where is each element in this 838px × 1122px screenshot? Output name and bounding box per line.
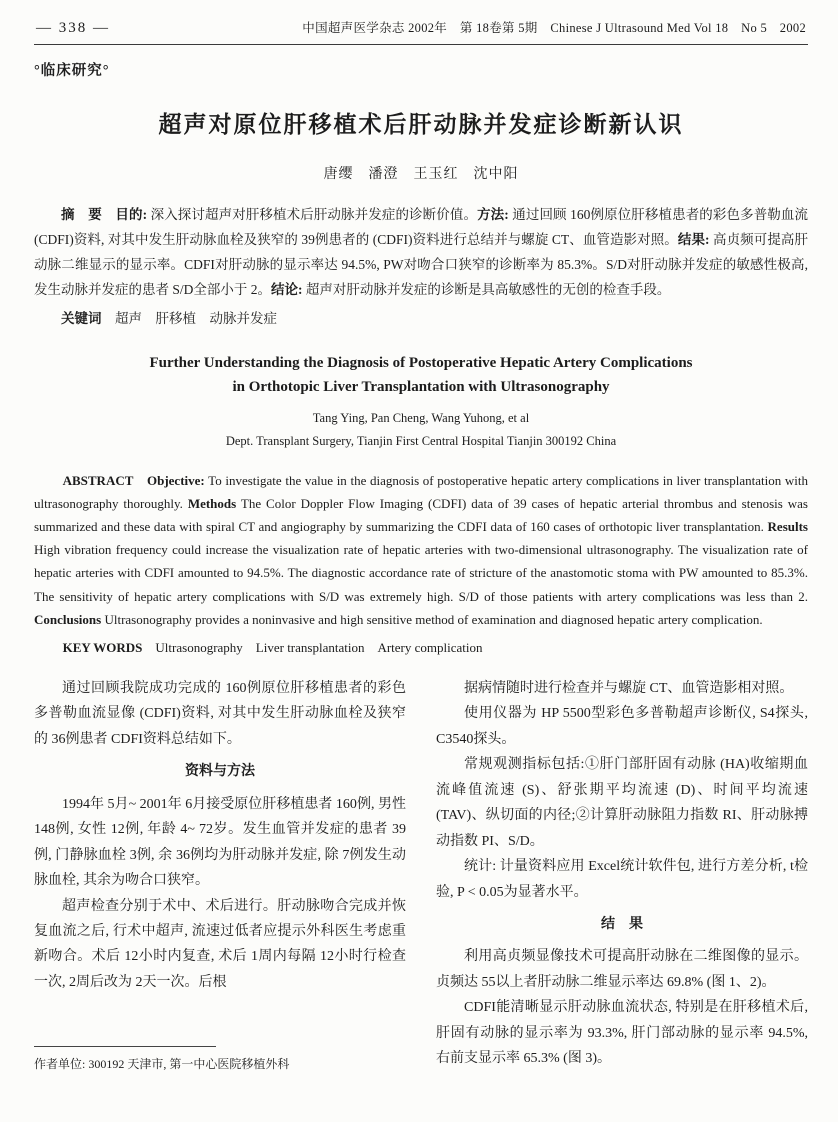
right-paragraph-indices: 常规观测指标包括:①肝门部肝固有动脉 (HA)收缩期血流峰值流速 (S)、舒张期平均流速 (D)、时间平均流速 (TAV)、纵切面的内径;②计算肝动脉阻力指数 RI、肝动脉搏动指数 PI、S/D。 xyxy=(436,757,808,849)
column-label: °临床研究° xyxy=(34,63,110,79)
english-affiliation: Dept. Transplant Surgery, Tianjin First Central Hospital Tianjin 300192 China xyxy=(225,433,617,448)
right-paragraph-statistics: 统计: 计量资料应用 Excel统计软件包, 进行方差分析, t检验, P < 0.05为显著水平。 xyxy=(436,859,808,900)
author-footnote xyxy=(34,1046,406,1076)
body-columns xyxy=(34,676,808,1076)
chinese-abstract: 摘 要 目的: 深入探讨超声对肝移植术后肝动脉并发症的诊断价值。方法: 通过回顾 160例原位肝移植患者的彩色多普勒血流 (CDFI)资料, 对其中发生肝动脉血栓及狭窄的 39例患者的 (CDFI)资料进行总结并与螺旋 CT、血管造影对照。结果: 高贞频可提高肝动脉二维显示的显示率。CDFI对肝动脉的显示率达 94.5%, PW对吻合口狭窄的诊断率为 85.3%。S/D对肝动脉并发症的敏感性极高, 发生动脉并发症的患者 S/D全部小于 2。结论: 超声对肝动脉并发症的诊断是具高敏感性的无创的检查手段。 xyxy=(34,207,809,297)
section-heading-results: 结 果 xyxy=(601,916,643,932)
english-title xyxy=(34,351,808,399)
body-left-column xyxy=(34,676,406,1076)
english-abstract: ABSTRACT Objective: To investigate the value in the diagnosis of postoperative hepatic artery complications in liver transplantation with ultrasonography thoroughly. Methods The Color Doppler Flow Imaging (CDFI) data of 39 cases of hepatic arterial thrombus and stenosis was summarized and these data with spiral CT and angiography by summarizing the CDFI data of 160 cases of orthotopic liver transplantation. Results High vibration frequency could increase the visualization rate of hepatic arteries with two-dimensional ultrasonography. The visualization rate of hepatic arteries with CDFI amounted to 94.5%. The diagnostic accordance rate of stricture of the anastomotic stoma with PW amounted to 85.3%. The sensitivity of hepatic artery complications with S/D was extremely high. S/D of those patients with artery complications was less than 2. Conclusions Ultrasonography provides a noninvasive and high sensitive method of examination and diagnosed hepatic artery complication. xyxy=(34,472,808,627)
right-paragraph-result2: CDFI能清晰显示肝动脉血流状态, 特别是在肝移植术后, 肝固有动脉的显示率为 93.3%, 肝门部动脉的显示率 94.5%, 右前支显示率 65.3% (图 3)。 xyxy=(436,1000,808,1067)
body-right-column xyxy=(436,676,808,1076)
left-paragraph-intro: 通过回顾我院成功完成的 160例原位肝移植患者的彩色多普勒血流显像 (CDFI)资料, 对其中发生肝动脉血栓及狭窄的 36例患者 CDFI资料总结如下。 xyxy=(34,680,406,747)
english-keywords: KEY WORDS Ultrasonography Liver transplantation Artery complication xyxy=(62,639,483,655)
page-header xyxy=(34,12,808,44)
page-number: — 338 — xyxy=(36,20,110,36)
header-rule xyxy=(34,44,808,45)
right-paragraph-equipment: 使用仪器为 HP 5500型彩色多普勒超声诊断仪, S4探头, C3540探头。 xyxy=(436,706,808,747)
right-paragraph-followup: 据病情随时进行检查并与螺旋 CT、血管造影相对照。 xyxy=(464,680,794,696)
right-paragraph-result1: 利用高贞频显像技术可提高肝动脉在二维图像的显示。贞频达 55以上者肝动脉二维显示率达 69.8% (图 1、2)。 xyxy=(436,949,808,990)
english-title-line2: in Orthotopic Liver Transplantation with Ultrasonography xyxy=(232,378,610,395)
left-paragraph-exam-schedule: 超声检查分别于术中、术后进行。肝动脉吻合完成并恢复血流之后, 行术中超声, 流速过低者应提示外科医生考虑重新吻合。术后 12小时内复查, 术后 1周内每隔 12小时行检查一次, 2周后改为 2天一次。后根 xyxy=(34,898,406,990)
article-authors: 唐缨 潘澄 王玉红 沈中阳 xyxy=(323,167,519,182)
journal-title-line: 中国超声医学杂志 2002年 第 18卷第 5期 Chinese J Ultrasound Med Vol 18 No 5 2002 xyxy=(302,21,806,35)
left-paragraph-patients: 1994年 5月~ 2001年 6月接受原位肝移植患者 160例, 男性 148例, 女性 12例, 年龄 4~ 72岁。发生血管并发症的患者 39例, 门静脉血栓 3例, 余 36例均为肝动脉并发症, 除 7例发生动脉血栓, 其余为吻合口狭窄。 xyxy=(34,796,406,889)
section-heading-methods: 资料与方法 xyxy=(185,764,255,780)
footnote-rule xyxy=(34,1046,216,1047)
footnote-text: 作者单位: 300192 天津市, 第一中心医院移植外科 xyxy=(34,1056,290,1071)
chinese-keywords: 关键词 超声 肝移植 动脉并发症 xyxy=(61,310,277,326)
article-title: 超声对原位肝移植术后肝动脉并发症诊断新认识 xyxy=(158,112,684,137)
english-authors: Tang Ying, Pan Cheng, Wang Yuhong, et al xyxy=(312,410,530,425)
english-title-line1: Further Understanding the Diagnosis of Postoperative Hepatic Artery Complications xyxy=(149,354,693,371)
